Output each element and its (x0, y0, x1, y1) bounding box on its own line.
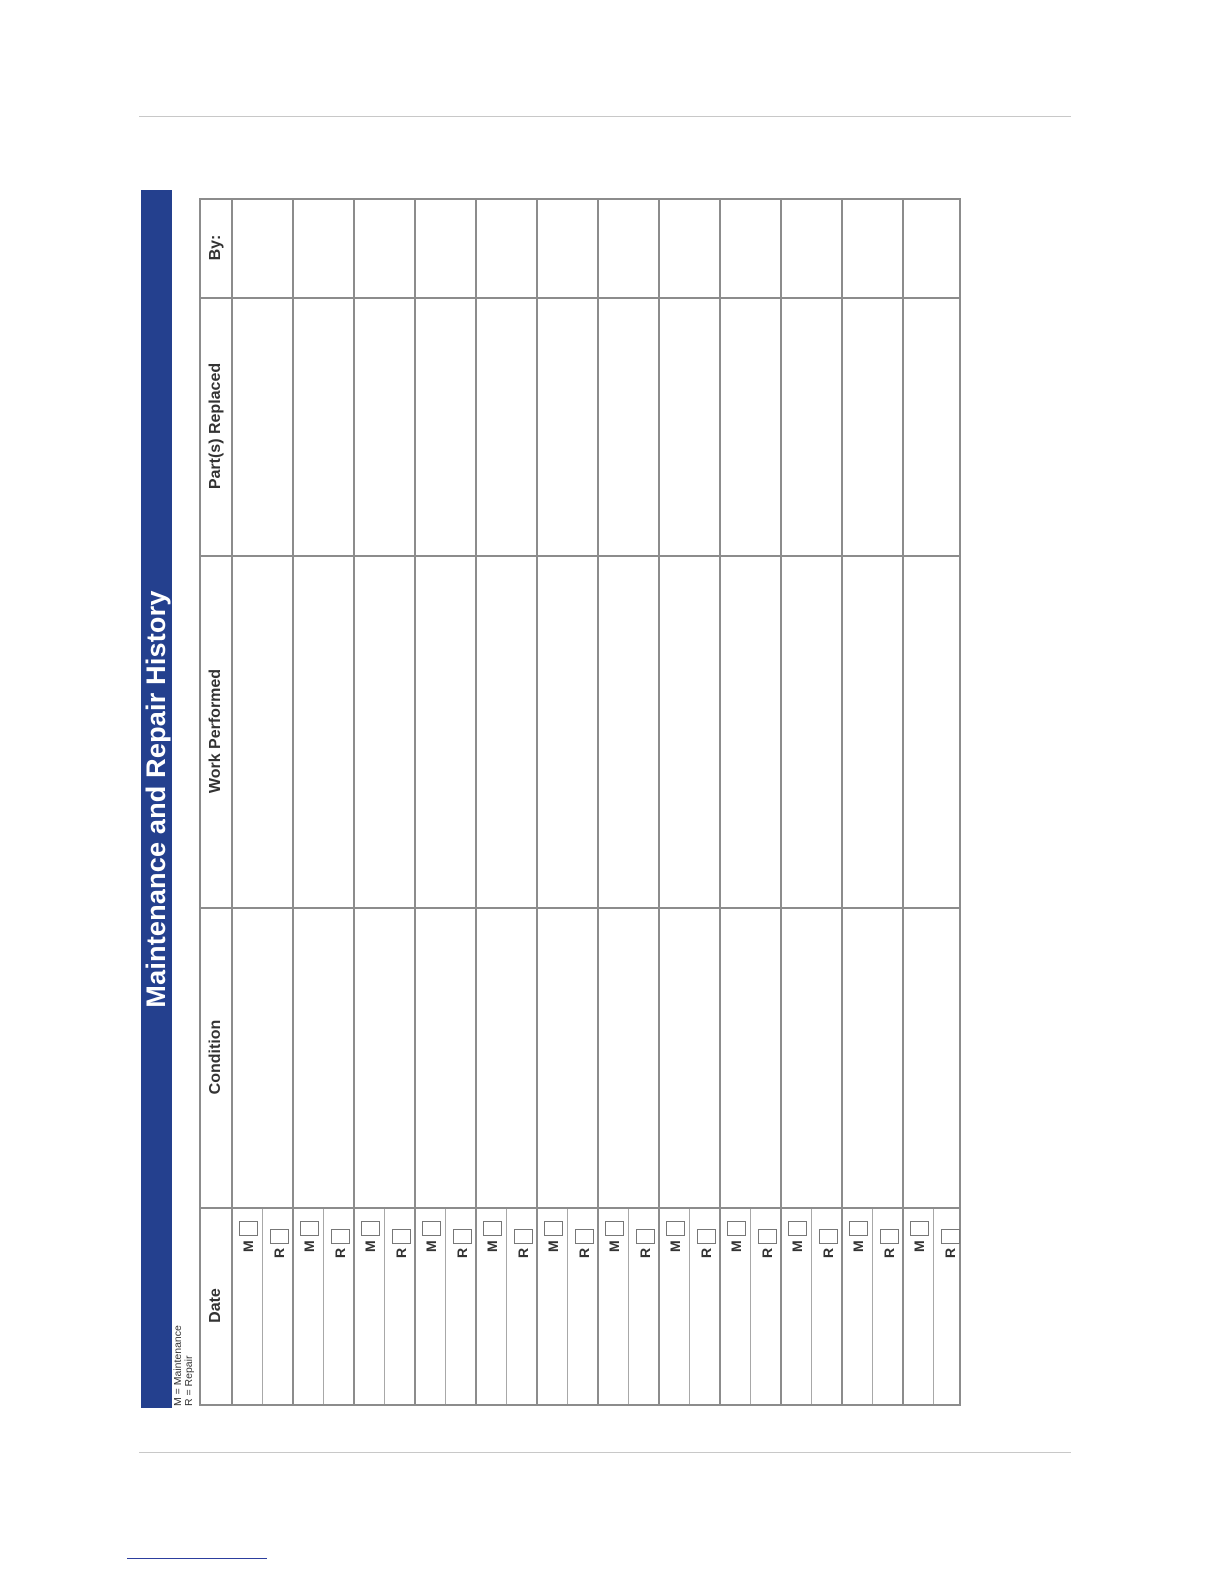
column-divider (201, 907, 959, 909)
maintenance-checkbox[interactable] (786, 1221, 808, 1252)
repair-checkbox-box[interactable] (880, 1229, 899, 1244)
repair-checkbox-box[interactable] (270, 1229, 289, 1244)
repair-checkbox-box[interactable] (819, 1229, 838, 1244)
repair-checkbox[interactable] (451, 1229, 473, 1258)
repair-checkbox-box[interactable] (514, 1229, 533, 1244)
repair-checkbox-label: R (942, 1247, 958, 1258)
maintenance-checkbox-box[interactable] (849, 1221, 868, 1236)
column-header-date: Date (207, 1288, 224, 1323)
maintenance-checkbox[interactable] (603, 1221, 625, 1252)
date-subrow-divider (384, 1209, 385, 1404)
repair-checkbox-box[interactable] (331, 1229, 350, 1244)
repair-checkbox[interactable] (695, 1229, 717, 1258)
maintenance-checkbox-label: M (545, 1240, 561, 1252)
repair-checkbox-label: R (820, 1247, 836, 1258)
repair-checkbox[interactable] (756, 1229, 778, 1258)
repair-checkbox-box[interactable] (941, 1229, 960, 1244)
legend (173, 1325, 195, 1406)
date-subrow-divider (872, 1209, 873, 1404)
maintenance-checkbox-box[interactable] (300, 1221, 319, 1236)
repair-checkbox[interactable] (512, 1229, 534, 1258)
repair-checkbox[interactable] (634, 1229, 656, 1258)
column-header-by: By: (207, 234, 224, 261)
header-rule (139, 116, 1071, 117)
row-divider (475, 200, 477, 1404)
maintenance-checkbox-box[interactable] (422, 1221, 441, 1236)
maintenance-checkbox-label: M (240, 1240, 256, 1252)
maintenance-checkbox-box[interactable] (727, 1221, 746, 1236)
maintenance-checkbox-box[interactable] (361, 1221, 380, 1236)
maintenance-checkbox[interactable] (420, 1221, 442, 1252)
row-divider (414, 200, 416, 1404)
footer-rule (139, 1452, 1071, 1453)
maintenance-checkbox-label: M (911, 1240, 927, 1252)
row-divider (353, 200, 355, 1404)
maintenance-checkbox[interactable] (725, 1221, 747, 1252)
date-subrow-divider (689, 1209, 690, 1404)
maintenance-checkbox-box[interactable] (605, 1221, 624, 1236)
footer-link-underline (127, 1558, 267, 1559)
row-divider (231, 200, 233, 1404)
repair-checkbox-label: R (332, 1247, 348, 1258)
row-divider (841, 200, 843, 1404)
maintenance-checkbox-label: M (484, 1240, 500, 1252)
row-divider (536, 200, 538, 1404)
column-header-condition: Condition (207, 1019, 224, 1095)
date-subrow-divider (628, 1209, 629, 1404)
date-subrow-divider (933, 1209, 934, 1404)
row-divider (292, 200, 294, 1404)
column-header-parts-replaced: Part(s) Replaced (207, 362, 224, 490)
maintenance-checkbox-box[interactable] (910, 1221, 929, 1236)
row-divider (658, 200, 660, 1404)
row-divider (780, 200, 782, 1404)
date-subrow-divider (811, 1209, 812, 1404)
date-subrow-divider (262, 1209, 263, 1404)
maintenance-checkbox-label: M (606, 1240, 622, 1252)
repair-checkbox-label: R (637, 1247, 653, 1258)
maintenance-checkbox-label: M (667, 1240, 683, 1252)
repair-checkbox[interactable] (329, 1229, 351, 1258)
maintenance-checkbox-label: M (301, 1240, 317, 1252)
repair-checkbox[interactable] (390, 1229, 412, 1258)
legend-maintenance: M = Maintenance (172, 1325, 184, 1406)
date-subrow-divider (323, 1209, 324, 1404)
repair-checkbox-box[interactable] (758, 1229, 777, 1244)
repair-checkbox-label: R (454, 1247, 470, 1258)
maintenance-checkbox-label: M (789, 1240, 805, 1252)
date-subrow-divider (750, 1209, 751, 1404)
maintenance-checkbox-box[interactable] (239, 1221, 258, 1236)
history-table (199, 198, 961, 1406)
repair-checkbox[interactable] (878, 1229, 900, 1258)
repair-checkbox-label: R (515, 1247, 531, 1258)
date-subrow-divider (506, 1209, 507, 1404)
repair-checkbox-label: R (698, 1247, 714, 1258)
repair-checkbox[interactable] (268, 1229, 290, 1258)
date-subrow-divider (567, 1209, 568, 1404)
maintenance-checkbox-label: M (850, 1240, 866, 1252)
legend-repair: R = Repair (183, 1355, 195, 1406)
repair-checkbox-box[interactable] (636, 1229, 655, 1244)
row-divider (597, 200, 599, 1404)
form-title: Maintenance and Repair History (141, 190, 172, 1408)
maintenance-checkbox[interactable] (481, 1221, 503, 1252)
repair-checkbox[interactable] (817, 1229, 839, 1258)
maintenance-checkbox-box[interactable] (544, 1221, 563, 1236)
maintenance-checkbox-label: M (423, 1240, 439, 1252)
maintenance-checkbox[interactable] (847, 1221, 869, 1252)
column-divider (201, 1207, 959, 1209)
maintenance-checkbox[interactable] (298, 1221, 320, 1252)
repair-checkbox-label: R (881, 1247, 897, 1258)
repair-checkbox-box[interactable] (697, 1229, 716, 1244)
maintenance-checkbox-box[interactable] (788, 1221, 807, 1236)
repair-checkbox-box[interactable] (453, 1229, 472, 1244)
repair-checkbox-label: R (271, 1247, 287, 1258)
repair-checkbox[interactable] (939, 1229, 961, 1258)
repair-checkbox-box[interactable] (392, 1229, 411, 1244)
column-divider (201, 297, 959, 299)
row-divider (902, 200, 904, 1404)
repair-checkbox-label: R (576, 1247, 592, 1258)
maintenance-checkbox[interactable] (908, 1221, 930, 1252)
repair-checkbox-box[interactable] (575, 1229, 594, 1244)
column-header-work-performed: Work Performed (207, 668, 224, 794)
repair-checkbox-label: R (393, 1247, 409, 1258)
repair-checkbox[interactable] (573, 1229, 595, 1258)
maintenance-checkbox[interactable] (359, 1221, 381, 1252)
maintenance-checkbox[interactable] (237, 1221, 259, 1252)
maintenance-checkbox[interactable] (664, 1221, 686, 1252)
maintenance-repair-form (141, 190, 963, 1408)
maintenance-checkbox-box[interactable] (483, 1221, 502, 1236)
maintenance-checkbox-label: M (362, 1240, 378, 1252)
repair-checkbox-label: R (759, 1247, 775, 1258)
maintenance-checkbox-box[interactable] (666, 1221, 685, 1236)
maintenance-checkbox-label: M (728, 1240, 744, 1252)
maintenance-checkbox[interactable] (542, 1221, 564, 1252)
column-divider (201, 555, 959, 557)
row-divider (719, 200, 721, 1404)
date-subrow-divider (445, 1209, 446, 1404)
